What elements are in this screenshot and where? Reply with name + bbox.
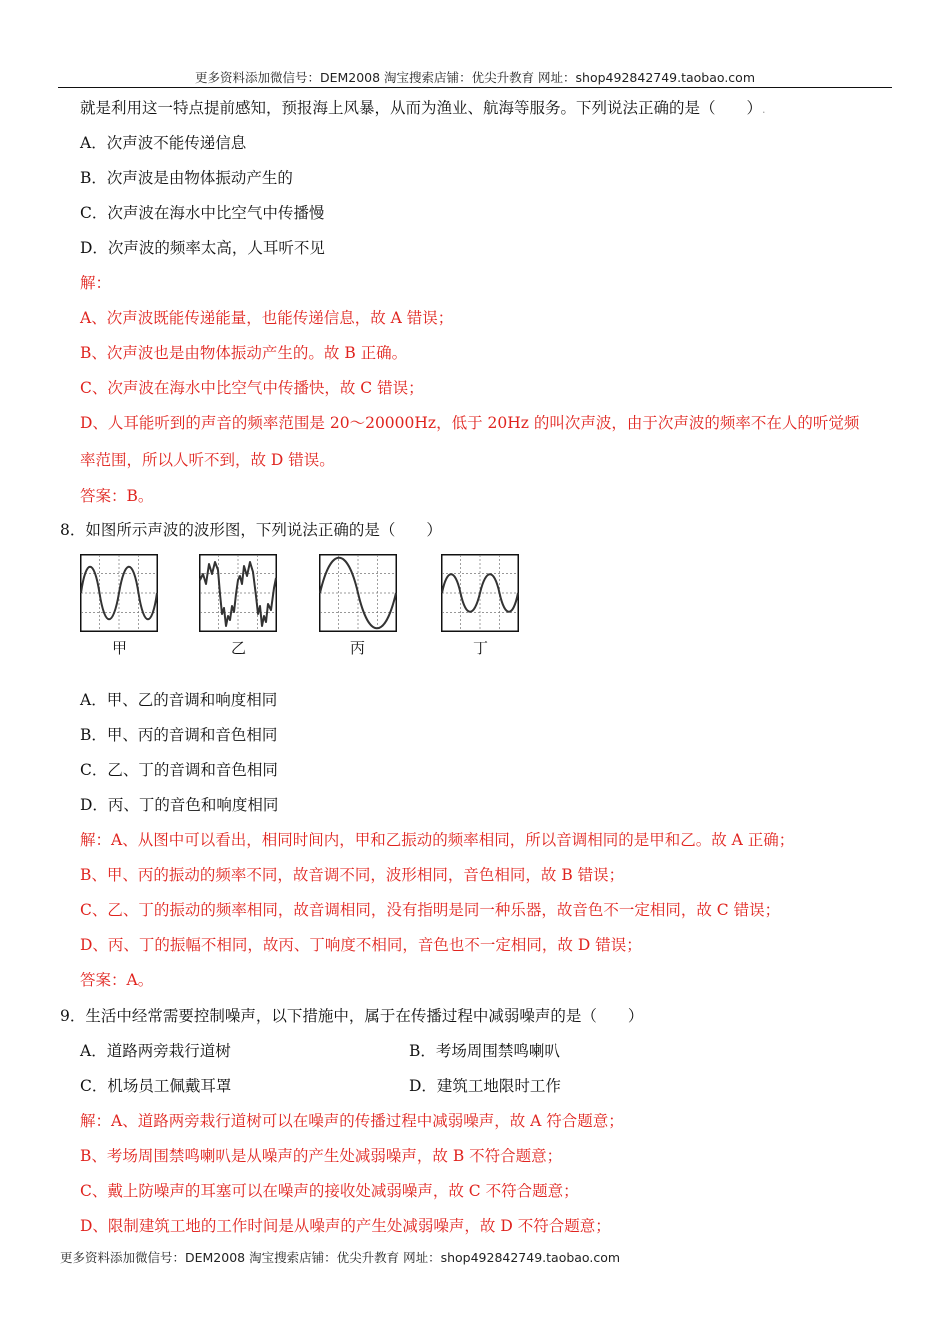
q8-solution-d: D、丙、丁的振幅不相同，故丙、丁响度不相同，音色也不一定相同，故 D 错误；	[80, 936, 642, 954]
waveform-jia	[80, 554, 158, 632]
q9-solution-a: 解：A、道路两旁栽行道树可以在噪声的传播过程中减弱噪声，故 A 符合题意；	[80, 1112, 624, 1130]
q9-option-b: B．考场周围禁鸣喇叭	[409, 1042, 560, 1060]
q7-option-c: C．次声波在海水中比空气中传播慢	[80, 204, 325, 222]
q9-solution-b: B、考场周围禁鸣喇叭是从噪声的产生处减弱噪声，故 B 不符合题意；	[80, 1147, 563, 1165]
q7-solution-head: 解：	[80, 274, 112, 292]
q7-solution-d: D、人耳能听到的声音的频率范围是 20～20000Hz，低于 20Hz 的叫次声波，由于次声波的频率不在人的听觉频	[80, 414, 860, 432]
q9-solution-d: D、限制建筑工地的工作时间是从噪声的产生处减弱噪声，故 D 不符合题意；	[80, 1217, 611, 1235]
q7-answer: 答案：B。	[80, 487, 154, 505]
q7-option-b: B．次声波是由物体振动产生的	[80, 169, 293, 187]
figure-label-ding: 丁	[473, 639, 489, 657]
figure-label-bing: 丙	[350, 639, 366, 657]
header-rule	[58, 87, 892, 88]
q8-option-b: B．甲、丙的音调和音色相同	[80, 726, 278, 744]
q8-solution-b: B、甲、丙的振动的频率不同，故音调不同，波形相同，音色相同，故 B 错误；	[80, 866, 625, 884]
q7-stem-tail: 就是利用这一特点提前感知，预报海上风暴，从而为渔业、航海等服务。下列说法正确的是（ ）.	[80, 99, 766, 117]
q8-answer: 答案：A。	[80, 971, 154, 989]
q7-solution-c: C、次声波在海水中比空气中传播快，故 C 错误；	[80, 379, 424, 397]
q7-solution-b: B、次声波也是由物体振动产生的。故 B 正确。	[80, 344, 408, 362]
q9-option-a: A．道路两旁栽行道树	[80, 1042, 231, 1060]
q9-solution-c: C、戴上防噪声的耳塞可以在噪声的接收处减弱噪声，故 C 不符合题意；	[80, 1182, 579, 1200]
q7-option-d: D．次声波的频率太高，人耳听不见	[80, 239, 325, 257]
q8-option-d: D．丙、丁的音色和响度相同	[80, 796, 279, 814]
q7-solution-d-cont: 率范围，所以人听不到，故 D 错误。	[80, 451, 335, 469]
q8-option-c: C．乙、丁的音调和音色相同	[80, 761, 278, 779]
q9-option-d: D．建筑工地限时工作	[409, 1077, 561, 1095]
waveform-bing	[319, 554, 397, 632]
page-footer: 更多资料添加微信号：DEM2008 淘宝搜索店铺：优尖升教育 网址：shop492842749.taobao.com	[60, 1250, 621, 1265]
page-header: 更多资料添加微信号：DEM2008 淘宝搜索店铺：优尖升教育 网址：shop492842749.taobao.com	[194, 70, 756, 85]
figure-label-yi: 乙	[231, 639, 247, 657]
q8-option-a: A．甲、乙的音调和响度相同	[80, 691, 278, 709]
q9-option-c: C．机场员工佩戴耳罩	[80, 1077, 232, 1095]
q8-solution-a: 解：A、从图中可以看出，相同时间内，甲和乙振动的频率相同，所以音调相同的是甲和乙。故 A 正确；	[80, 831, 795, 849]
figure-label-jia: 甲	[112, 639, 128, 657]
waveform-ding	[441, 554, 519, 632]
q8-solution-c: C、乙、丁的振动的频率相同，故音调相同，没有指明是同一种乐器，故音色不一定相同，故 C 错误；	[80, 901, 781, 919]
q8-stem: 8．如图所示声波的波形图，下列说法正确的是（ ）	[60, 521, 442, 539]
q9-stem: 9．生活中经常需要控制噪声，以下措施中，属于在传播过程中减弱噪声的是（ ）	[60, 1007, 644, 1025]
waveform-yi	[199, 554, 277, 632]
q7-option-a: A．次声波不能传递信息	[80, 134, 247, 152]
q7-solution-a: A、次声波既能传递能量，也能传递信息，故 A 错误；	[80, 309, 454, 327]
